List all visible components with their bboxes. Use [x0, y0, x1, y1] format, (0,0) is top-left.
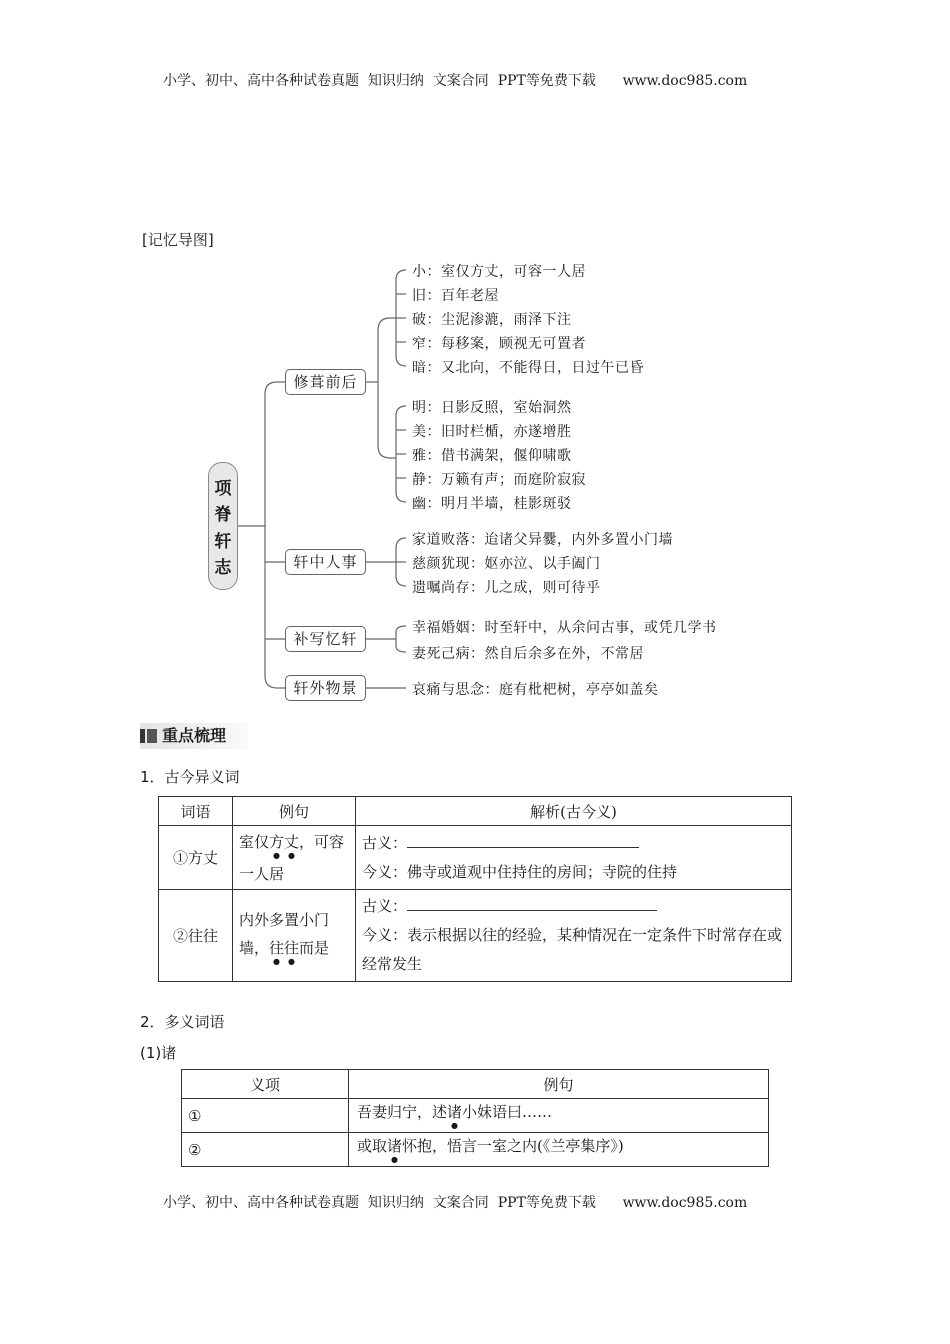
modern-meaning: 今义：佛寺或道观中住持住的房间；寺院的住持: [362, 862, 678, 881]
example-text: 怀抱，悟言一室之内(《兰亭集序》): [402, 1137, 624, 1155]
leaf-item: 窄：每移案，顾视无可置者: [412, 336, 586, 352]
header-cell: 义项: [182, 1070, 349, 1099]
leaf-item: 雅：借书满架，偃仰啸歌: [412, 448, 572, 464]
ancient-meaning-label: 古义：: [362, 833, 408, 852]
leaf-item: 幸福婚姻：时至轩中，从余问古事，或凭几学书: [412, 620, 717, 636]
example-text: 或取: [357, 1137, 388, 1155]
leaf-item: 暗：又北向，不能得日，日过午已昏: [412, 360, 644, 376]
title-marker: [147, 729, 157, 743]
leaf-item: 明：日影反照，室始洞然: [412, 400, 572, 416]
keyword-dotted: 方丈: [269, 832, 300, 851]
keyword-dotted: 诸: [447, 1103, 463, 1121]
branch-renovation: 修葺前后: [285, 369, 366, 395]
root-char: 志: [214, 558, 232, 579]
ancient-meaning-blank[interactable]: [407, 831, 639, 848]
header-cell: 词语: [159, 797, 233, 826]
leaf-item: 遗嘱尚存：儿之成，则可待乎: [412, 580, 601, 596]
leaf-item: 慈颜犹现：妪亦泣、以手阖门: [412, 556, 601, 572]
analysis-cell: [356, 826, 792, 890]
example-cell: [349, 1133, 769, 1167]
table-row: [182, 1099, 769, 1133]
branch-people: 轩中人事: [285, 549, 366, 575]
meaning-cell[interactable]: ①: [182, 1099, 349, 1133]
section-title-text: 重点梳理: [162, 726, 227, 745]
q2-title: 2．多义词语: [140, 1013, 225, 1031]
ancient-meaning-blank[interactable]: [407, 894, 657, 911]
table-row: [159, 890, 792, 982]
analysis-cell: [356, 890, 792, 982]
table-row: [159, 826, 792, 890]
header-cell: 例句: [349, 1070, 769, 1099]
example-text: 吾妻归宁，述: [357, 1103, 448, 1121]
q2-subtitle: (1)诸: [140, 1044, 177, 1062]
q1-title: 1．古今异义词: [140, 768, 240, 786]
mindmap-root: [208, 462, 238, 590]
example-text: ，可容一人居: [239, 832, 345, 883]
mindmap-label: [记忆导图]: [142, 231, 214, 249]
leaf-item: 幽：明月半墙，桂影斑驳: [412, 496, 572, 512]
ancient-meaning-label: 古义：: [362, 897, 408, 915]
q1-table: [158, 796, 792, 982]
example-text: 内外多置小门墙，: [239, 910, 330, 957]
keyword-dotted: 往往: [269, 938, 300, 957]
leaf-item: 美：旧时栏楯，亦遂增胜: [412, 424, 572, 440]
page-header: 小学、初中、高中各种试卷真题 知识归纳 文案合同 PPT等免费下载 www.doc985.com: [163, 73, 748, 89]
root-char: 轩: [214, 531, 232, 552]
meaning-cell[interactable]: ②: [182, 1133, 349, 1167]
branch-memory: 补写忆轩: [285, 626, 366, 652]
keyword-dotted: 诸: [387, 1137, 403, 1155]
table-header-row: [159, 797, 792, 826]
table-row: [182, 1133, 769, 1167]
header-cell: 例句: [233, 797, 356, 826]
example-cell: [233, 890, 356, 982]
example-cell: [349, 1099, 769, 1133]
leaf-item: 旧：百年老屋: [412, 288, 499, 304]
q2-table: [181, 1069, 769, 1167]
example-text: 而是: [299, 938, 330, 957]
root-char: 项: [214, 478, 232, 499]
table-header-row: [182, 1070, 769, 1099]
leaf-item: 哀痛与思念：庭有枇杷树，亭亭如盖矣: [412, 682, 659, 698]
word-cell: ①方丈: [159, 826, 233, 890]
word-cell: ②往往: [159, 890, 233, 982]
leaf-item: 小：室仅方丈，可容一人居: [412, 264, 586, 280]
leaf-item: 破：尘泥渗漉，雨泽下注: [412, 312, 572, 328]
header-cell: 解析(古今义): [356, 797, 792, 826]
modern-meaning: 今义：表示根据以往的经验，某种情况在一定条件下时常存在或经常发生: [362, 926, 783, 973]
leaf-item: 家道败落：迨诸父异爨，内外多置小门墙: [412, 532, 673, 548]
page-footer: 小学、初中、高中各种试卷真题 知识归纳 文案合同 PPT等免费下载 www.doc985.com: [163, 1195, 748, 1211]
leaf-item: 妻死己病：然自后余多在外，不常居: [412, 646, 644, 662]
title-marker: [140, 729, 145, 743]
section-title: [140, 723, 248, 749]
root-char: 脊: [214, 505, 232, 526]
leaf-item: 静：万籁有声；而庭阶寂寂: [412, 472, 586, 488]
branch-outside: 轩外物景: [285, 675, 366, 701]
example-text: 小妹语曰……: [462, 1103, 553, 1121]
example-cell: [233, 826, 356, 890]
example-text: 室仅: [239, 832, 270, 851]
